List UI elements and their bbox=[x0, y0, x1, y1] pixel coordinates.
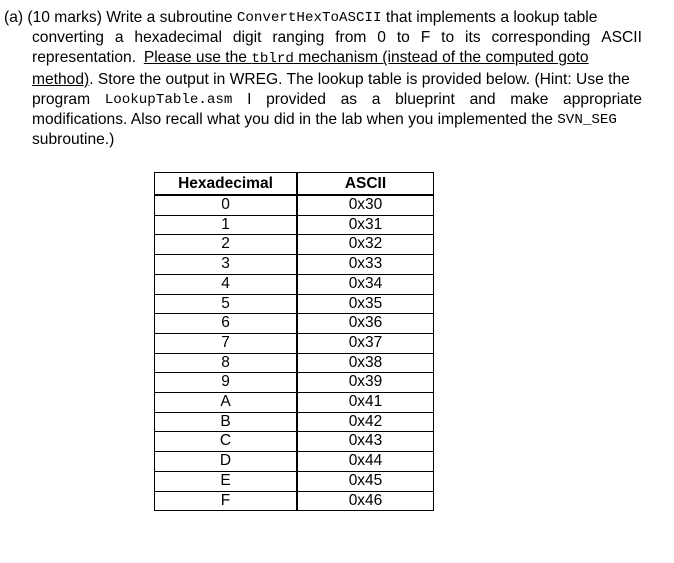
table-row bbox=[155, 235, 434, 255]
hex-cell: C bbox=[155, 432, 298, 452]
ascii-cell: 0x41 bbox=[297, 393, 434, 413]
hex-cell: 9 bbox=[155, 373, 298, 393]
ascii-cell: 0x39 bbox=[297, 373, 434, 393]
table-row bbox=[155, 432, 434, 452]
ascii-cell: 0x45 bbox=[297, 471, 434, 491]
word: digit bbox=[232, 29, 262, 47]
word: representation. bbox=[32, 49, 137, 67]
table-header-row bbox=[155, 173, 434, 196]
word: I bbox=[247, 90, 252, 108]
word: 0 bbox=[377, 29, 386, 47]
hex-cell: E bbox=[155, 471, 298, 491]
word: ASCII bbox=[601, 29, 642, 47]
word: from bbox=[335, 29, 367, 47]
hex-cell: A bbox=[155, 393, 298, 413]
word: blueprint bbox=[395, 90, 455, 108]
subroutine-name: ConvertHexToASCII bbox=[236, 10, 382, 26]
question-line-4 bbox=[4, 70, 642, 90]
table-row bbox=[155, 373, 434, 393]
word: to bbox=[441, 29, 455, 47]
table-body bbox=[155, 195, 434, 511]
table-row bbox=[155, 412, 434, 432]
ascii-cell: 0x37 bbox=[297, 333, 434, 353]
ascii-cell: 0x35 bbox=[297, 294, 434, 314]
word: F bbox=[420, 29, 431, 47]
word: as bbox=[340, 90, 358, 108]
hex-cell: B bbox=[155, 412, 298, 432]
word: a bbox=[114, 29, 124, 47]
question-text bbox=[4, 8, 642, 150]
word: ranging bbox=[272, 29, 325, 47]
ascii-cell: 0x43 bbox=[297, 432, 434, 452]
hex-cell: 7 bbox=[155, 333, 298, 353]
question-line-1-tail: that implements a lookup table bbox=[381, 9, 598, 26]
ascii-cell: 0x34 bbox=[297, 274, 434, 294]
instruction-text: mechanism (instead of the computed goto bbox=[293, 49, 589, 67]
table-row bbox=[155, 471, 434, 491]
question-intro: (a) (10 marks) Write a subroutine bbox=[4, 9, 237, 26]
table-row bbox=[155, 491, 434, 511]
question-line-6 bbox=[4, 110, 642, 130]
word: make bbox=[510, 90, 549, 108]
word: to bbox=[396, 29, 410, 47]
ascii-cell: 0x38 bbox=[297, 353, 434, 373]
table-row bbox=[155, 274, 434, 294]
hex-cell: 8 bbox=[155, 353, 298, 373]
question-line-1 bbox=[4, 8, 642, 28]
hex-cell: 0 bbox=[155, 195, 298, 215]
table-row bbox=[155, 353, 434, 373]
hex-cell: D bbox=[155, 452, 298, 472]
table-row bbox=[155, 452, 434, 472]
ascii-cell: 0x30 bbox=[297, 195, 434, 215]
hex-cell: F bbox=[155, 491, 298, 511]
ascii-cell: 0x42 bbox=[297, 412, 434, 432]
table-row bbox=[155, 255, 434, 275]
lookup-table-container bbox=[154, 172, 434, 511]
header-ascii: ASCII bbox=[297, 173, 434, 196]
header-hexadecimal: Hexadecimal bbox=[155, 173, 298, 196]
word: a bbox=[371, 90, 381, 108]
instruction-text: . Store the output in WREG. The lookup table is provided below. (Hint: Use the bbox=[89, 70, 630, 88]
table-row bbox=[155, 195, 434, 215]
ascii-cell: 0x36 bbox=[297, 314, 434, 334]
underlined-instruction bbox=[144, 48, 589, 69]
ascii-cell: 0x31 bbox=[297, 215, 434, 235]
table-row bbox=[155, 215, 434, 235]
hex-cell: 3 bbox=[155, 255, 298, 275]
table-row bbox=[155, 393, 434, 413]
ascii-cell: 0x33 bbox=[297, 255, 434, 275]
underlined-instruction-end: method) bbox=[32, 70, 90, 88]
word: converting bbox=[32, 29, 104, 47]
table-row bbox=[155, 314, 434, 334]
word: and bbox=[469, 90, 496, 108]
word: program bbox=[32, 90, 91, 108]
word: appropriate bbox=[563, 90, 642, 108]
hex-cell: 6 bbox=[155, 314, 298, 334]
hex-cell: 5 bbox=[155, 294, 298, 314]
question-line-5 bbox=[4, 90, 642, 110]
ascii-cell: 0x46 bbox=[297, 491, 434, 511]
tblrd-code: tblrd bbox=[251, 51, 294, 68]
hex-cell: 1 bbox=[155, 215, 298, 235]
instruction-text: modifications. Also recall what you did in the lab when you implemented the bbox=[32, 111, 558, 129]
ascii-cell: 0x44 bbox=[297, 452, 434, 472]
svn-seg-code: SVN_SEG bbox=[557, 112, 617, 129]
table-row bbox=[155, 333, 434, 353]
word: its bbox=[465, 29, 481, 47]
instruction-text: Please use the bbox=[143, 49, 252, 67]
hex-cell: 4 bbox=[155, 274, 298, 294]
ascii-cell: 0x32 bbox=[297, 235, 434, 255]
table-row bbox=[155, 294, 434, 314]
instruction-text: subroutine.) bbox=[32, 131, 115, 149]
word: hexadecimal bbox=[134, 29, 222, 47]
hex-cell: 2 bbox=[155, 235, 298, 255]
word: corresponding bbox=[491, 29, 591, 47]
question-line-2 bbox=[4, 28, 642, 48]
lookup-table bbox=[154, 172, 434, 511]
question-line-3 bbox=[4, 48, 642, 69]
word: provided bbox=[266, 90, 326, 108]
file-name: LookupTable.asm bbox=[104, 91, 233, 108]
question-line-7 bbox=[4, 130, 642, 150]
